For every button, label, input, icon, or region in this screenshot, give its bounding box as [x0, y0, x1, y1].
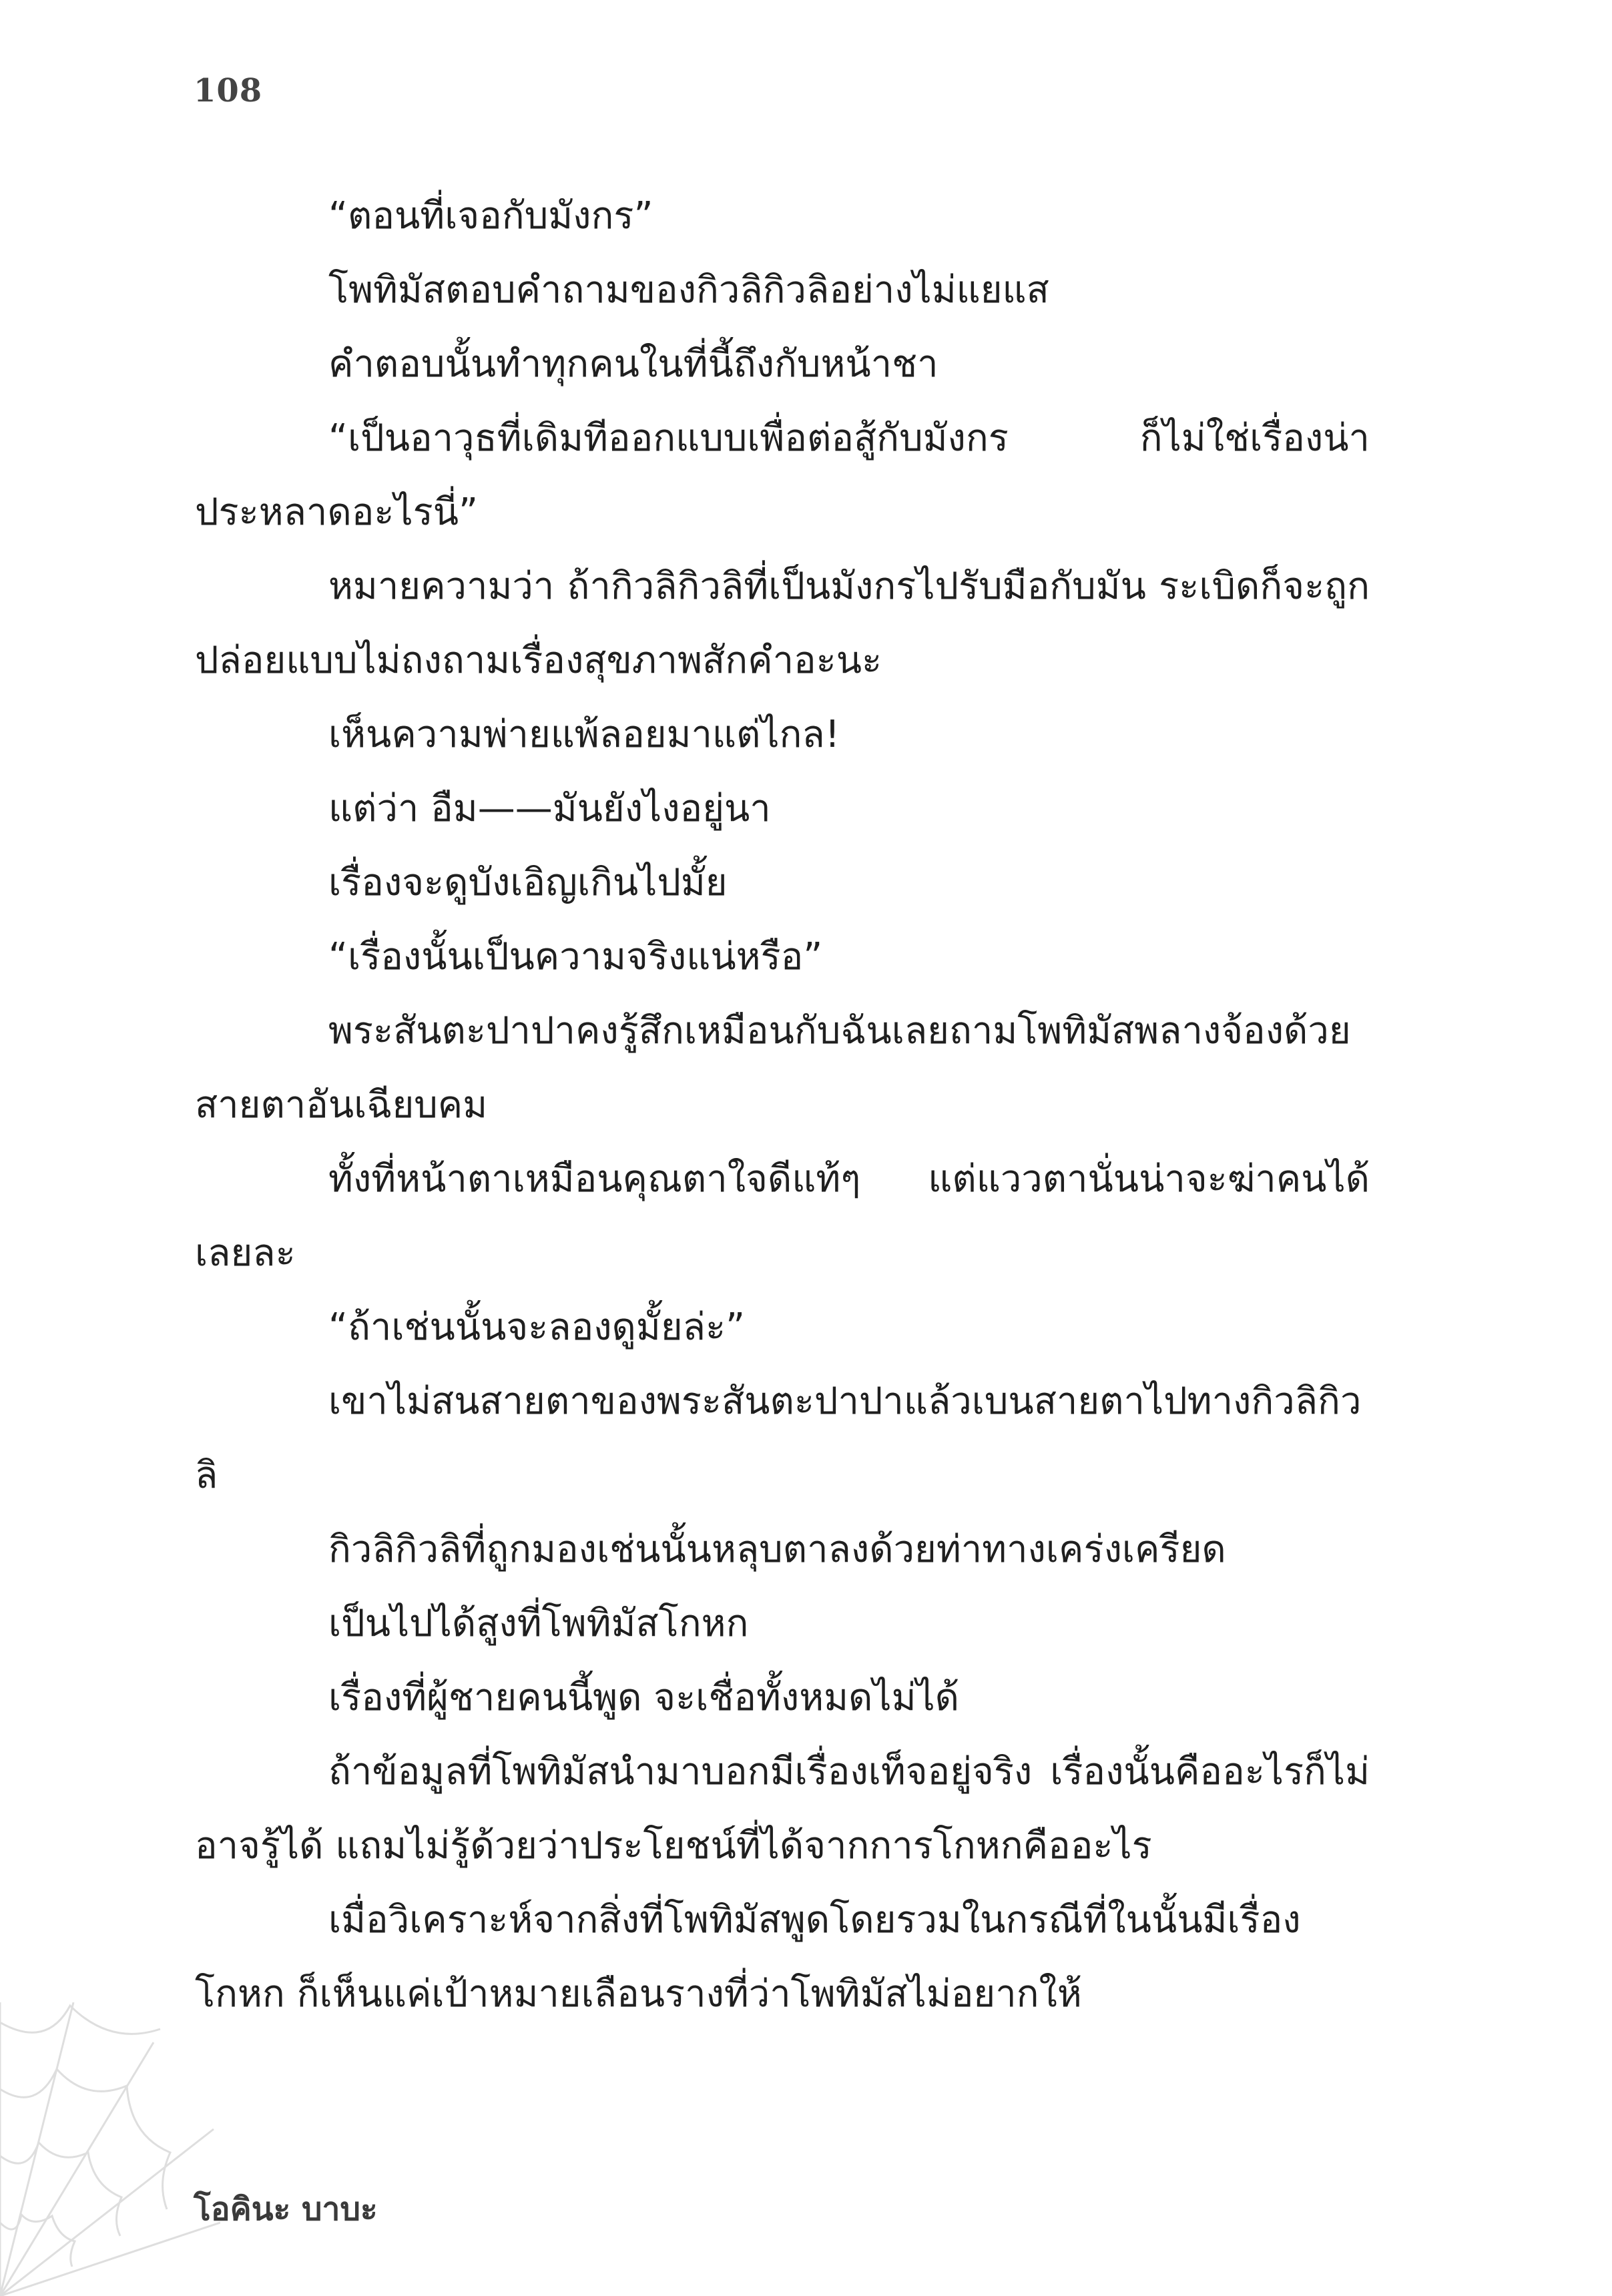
paragraph: เขาไม่สนสายตาของพระสันตะปาปาแล้วเบนสายตาไปทางกิวลิกิวลิ: [195, 1380, 1362, 1497]
paragraph: แต่ว่า อืม——มันยังไงอยู่นา: [328, 787, 771, 830]
paragraph: เมื่อวิเคราะห์จากสิ่งที่โพทิมัสพูดโดยรวมในกรณีที่ในนั้นมีเรื่องโกหก ก็เห็นแค่เป้าหมายเลือนรางที่ว่าโพทิมัสไม่อยากให้: [195, 1898, 1301, 2016]
paragraph: เรื่องที่ผู้ชายคนนี้พูด จะเชื่อทั้งหมดไม่ได้: [328, 1676, 960, 1719]
paragraph: โพทิมัสตอบคำถามของกิวลิกิวลิอย่างไม่แยแส: [328, 268, 1049, 312]
paragraph: ทั้งที่หน้าตาเหมือนคุณตาใจดีแท้ๆ แต่แววตานั่นน่าจะฆ่าคนได้เลยละ: [195, 1157, 1370, 1275]
paragraph: “ถ้าเช่นนั้นจะลองดูมั้ยล่ะ”: [328, 1306, 746, 1349]
paragraph: เห็นความพ่ายแพ้ลอยมาแต่ไกล!: [328, 713, 840, 756]
paragraph: “เรื่องนั้นเป็นความจริงแน่หรือ”: [328, 935, 823, 978]
paragraph: “ตอนที่เจอกับมังกร”: [328, 194, 653, 238]
paragraph: กิวลิกิวลิที่ถูกมองเช่นนั้นหลุบตาลงด้วยท่าทางเคร่งเครียด: [328, 1528, 1226, 1571]
author-footer: โอคินะ บาบะ: [194, 2191, 378, 2228]
paragraph: เรื่องจะดูบังเอิญเกินไปมั้ย: [328, 861, 728, 904]
paragraph: เป็นไปได้สูงที่โพทิมัสโกหก: [328, 1602, 749, 1645]
body-text: [195, 179, 1370, 2031]
paragraph: พระสันตะปาปาคงรู้สึกเหมือนกับฉันเลยถามโพทิมัสพลางจ้องด้วยสายตาอันเฉียบคม: [195, 1009, 1351, 1127]
paragraph: “เป็นอาวุธที่เดิมทีออกแบบเพื่อต่อสู้กับมังกร ก็ไม่ใช่เรื่องน่าประหลาดอะไรนี่”: [195, 416, 1370, 534]
paragraph: หมายความว่า ถ้ากิวลิกิวลิที่เป็นมังกรไปรับมือกับมัน ระเบิดก็จะถูกปล่อยแบบไม่ถงถามเรื่องสุขภาพสักคำอะนะ: [195, 565, 1370, 682]
paragraph: คำตอบนั้นทำทุกคนในที่นี้ถึงกับหน้าชา: [328, 342, 938, 386]
paragraph: ถ้าข้อมูลที่โพทิมัสนำมาบอกมีเรื่องเท็จอยู่จริง เรื่องนั้นคืออะไรก็ไม่อาจรู้ได้ แถมไม่รู้ด้วยว่าประโยชน์ที่ได้จากการโกหกคืออะไร: [195, 1750, 1370, 1868]
page-number: 108: [194, 72, 263, 109]
spider-web-decoration: [0, 2002, 220, 2296]
